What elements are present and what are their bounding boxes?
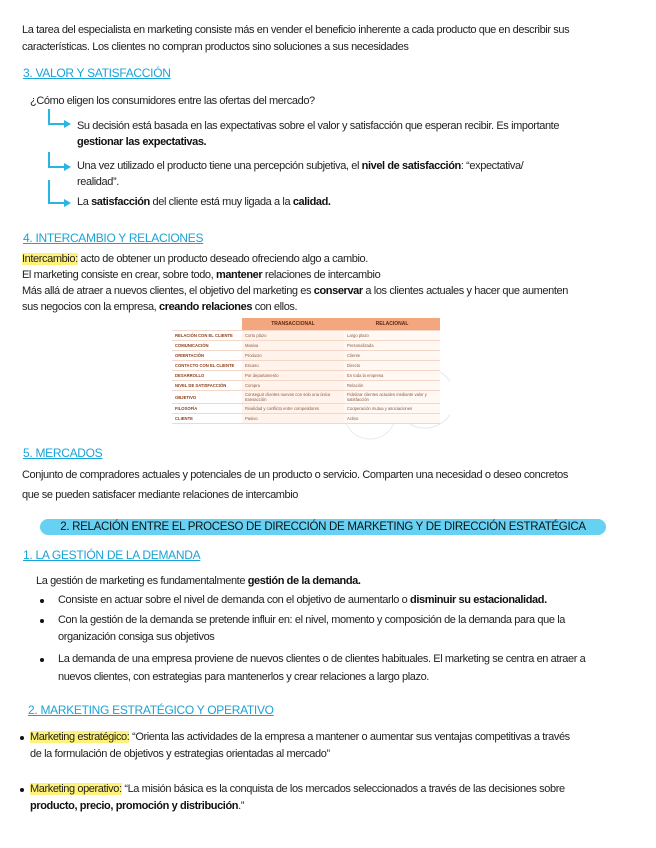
s3-point-3: La satisfacción del cliente está muy ligada a la calidad. [77, 196, 331, 208]
s3-point-2-line-1: Una vez utilizado el producto tiene una percepción subjetiva, el nivel de satisfacción: “expectativa/ [77, 160, 524, 172]
operative-line-1: Marketing operativo: “La misión básica es la conquista de los mercados seleccionados a través de las decisiones sobre [30, 783, 565, 795]
section-3-question: ¿Cómo eligen los consumidores entre las ofertas del mercado? [30, 95, 315, 107]
table-row [172, 414, 440, 424]
table-cell: Conseguir clientes nuevos con solo una única transacción [242, 391, 344, 404]
table-cell: Compra [242, 381, 344, 391]
table-header-transaccional: TRANSACCIONAL [242, 318, 344, 331]
table-row-label: RELACIÓN CON EL CLIENTE [172, 331, 242, 341]
table-cell: Corto plazo [242, 331, 344, 341]
table-row-label: ORIENTACIÓN [172, 351, 242, 361]
strategic-line-1: Marketing estratégico: “Orienta las actividades de la empresa a mantener o aumentar sus ventajas competitivas a través [30, 731, 570, 743]
s3-point-2-line-2: realidad”. [77, 176, 119, 188]
demand-intro: La gestión de marketing es fundamentalmente gestión de la demanda. [36, 575, 361, 587]
comparison-table [172, 318, 440, 424]
table-cell: Escaso [242, 361, 344, 371]
demand-bullet-1: Consiste en actuar sobre el nivel de demanda con el objetivo de aumentarlo o disminuir su estacionalidad. [58, 594, 547, 606]
marketing-types-title: 2. MARKETING ESTRATÉGICO Y OPERATIVO [28, 703, 274, 717]
arrow-icon [48, 180, 64, 204]
intro-line-1: La tarea del especialista en marketing consiste más en vender el beneficio inherente a cada producto que en describir sus [22, 24, 570, 36]
section-4-title: 4. INTERCAMBIO Y RELACIONES [23, 231, 204, 245]
table-row-label: CONTACTO CON EL CLIENTE [172, 361, 242, 371]
table-row [172, 341, 440, 351]
table-row [172, 361, 440, 371]
s5-line-1: Conjunto de compradores actuales y potenciales de un producto o servicio. Comparten una necesidad o deseo concretos [22, 469, 568, 481]
table-row [172, 371, 440, 381]
table-row-label: DESARROLLO [172, 371, 242, 381]
table-cell: Producto [242, 351, 344, 361]
table-cell: Personalizada [344, 341, 440, 351]
operative-line-2: producto, precio, promoción y distribución.” [30, 800, 245, 812]
strategic-line-2: de la formulación de objetivos y estrategias orientadas al mercado” [30, 748, 330, 760]
table-row-label: CLIENTE [172, 414, 242, 424]
table-cell: Relación [344, 381, 440, 391]
table-row [172, 331, 440, 341]
table-cell: Directo [344, 361, 440, 371]
table-row [172, 351, 440, 361]
bullet-icon [40, 658, 44, 662]
demand-bullet-3-line-2: nuevos clientes, con estrategias para mantenerlos y crear relaciones a largo plazo. [58, 671, 429, 683]
bullet-icon [40, 599, 44, 603]
table-row [172, 404, 440, 414]
table-cell: Rivalidad y conflicto entre competidores [242, 404, 344, 414]
table-cell: Activo [344, 414, 440, 424]
table-cell: Pasivo [242, 414, 344, 424]
table-row-label: FILOSOFÍA [172, 404, 242, 414]
table-row-label: NIVEL DE SATISFACCIÓN [172, 381, 242, 391]
section-3-title: 3. VALOR Y SATISFACCIÓN [23, 66, 171, 80]
bullet-icon [20, 736, 24, 740]
table-cell: Por departamento [242, 371, 344, 381]
s4-line-3: Más allá de atraer a nuevos clientes, el objetivo del marketing es conservar a los clientes actuales y hacer que aumenten [22, 285, 568, 297]
bullet-icon [20, 788, 24, 792]
s4-line-1: Intercambio: acto de obtener un producto deseado ofreciendo algo a cambio. [22, 253, 368, 265]
table-row [172, 381, 440, 391]
s4-line-4: sus negocios con la empresa, creando relaciones con ellos. [22, 301, 298, 313]
demand-bullet-2-line-1: Con la gestión de la demanda se pretende influir en: el nivel, momento y composición de la demanda para que la [58, 614, 565, 626]
table-header-row [172, 318, 440, 331]
table-cell: En toda la empresa [344, 371, 440, 381]
table-cell: Fidelizar clientes actuales mediante valor y satisfacción [344, 391, 440, 404]
intro-line-2: características. Los clientes no compran productos sino soluciones a sus necesidades [22, 41, 409, 53]
s3-point-1-line-2: gestionar las expectativas. [77, 136, 207, 148]
demand-title: 1. LA GESTIÓN DE LA DEMANDA [23, 548, 201, 562]
arrow-icon [48, 152, 64, 168]
bullet-icon [40, 619, 44, 623]
table-header-relacional: RELACIONAL [344, 318, 440, 331]
table-header-blank [172, 318, 242, 331]
table-cell: Masiva [242, 341, 344, 351]
section-banner: 2. RELACIÓN ENTRE EL PROCESO DE DIRECCIÓN DE MARKETING Y DE DIRECCIÓN ESTRATÉGICA [40, 519, 606, 535]
table-cell: Cliente [344, 351, 440, 361]
s4-line-2: El marketing consiste en crear, sobre todo, mantener relaciones de intercambio [22, 269, 381, 281]
table-cell: Cooperación mutua y asociaciones [344, 404, 440, 414]
table-row-label: COMUNICACIÓN [172, 341, 242, 351]
s5-line-2: que se pueden satisfacer mediante relaciones de intercambio [22, 489, 299, 501]
table-row-label: OBJETIVO [172, 391, 242, 404]
demand-bullet-2-line-2: organización consiga sus objetivos [58, 631, 215, 643]
arrow-icon [48, 109, 64, 125]
s3-point-1-line-1: Su decisión está basada en las expectativas sobre el valor y satisfacción que esperan recibir. Es importante [77, 120, 560, 132]
section-5-title: 5. MERCADOS [23, 446, 103, 460]
table-row [172, 391, 440, 404]
table-cell: Largo plazo [344, 331, 440, 341]
demand-bullet-3-line-1: La demanda de una empresa proviene de nuevos clientes o de clientes habituales. El marketing se centra en atraer a [58, 653, 586, 665]
